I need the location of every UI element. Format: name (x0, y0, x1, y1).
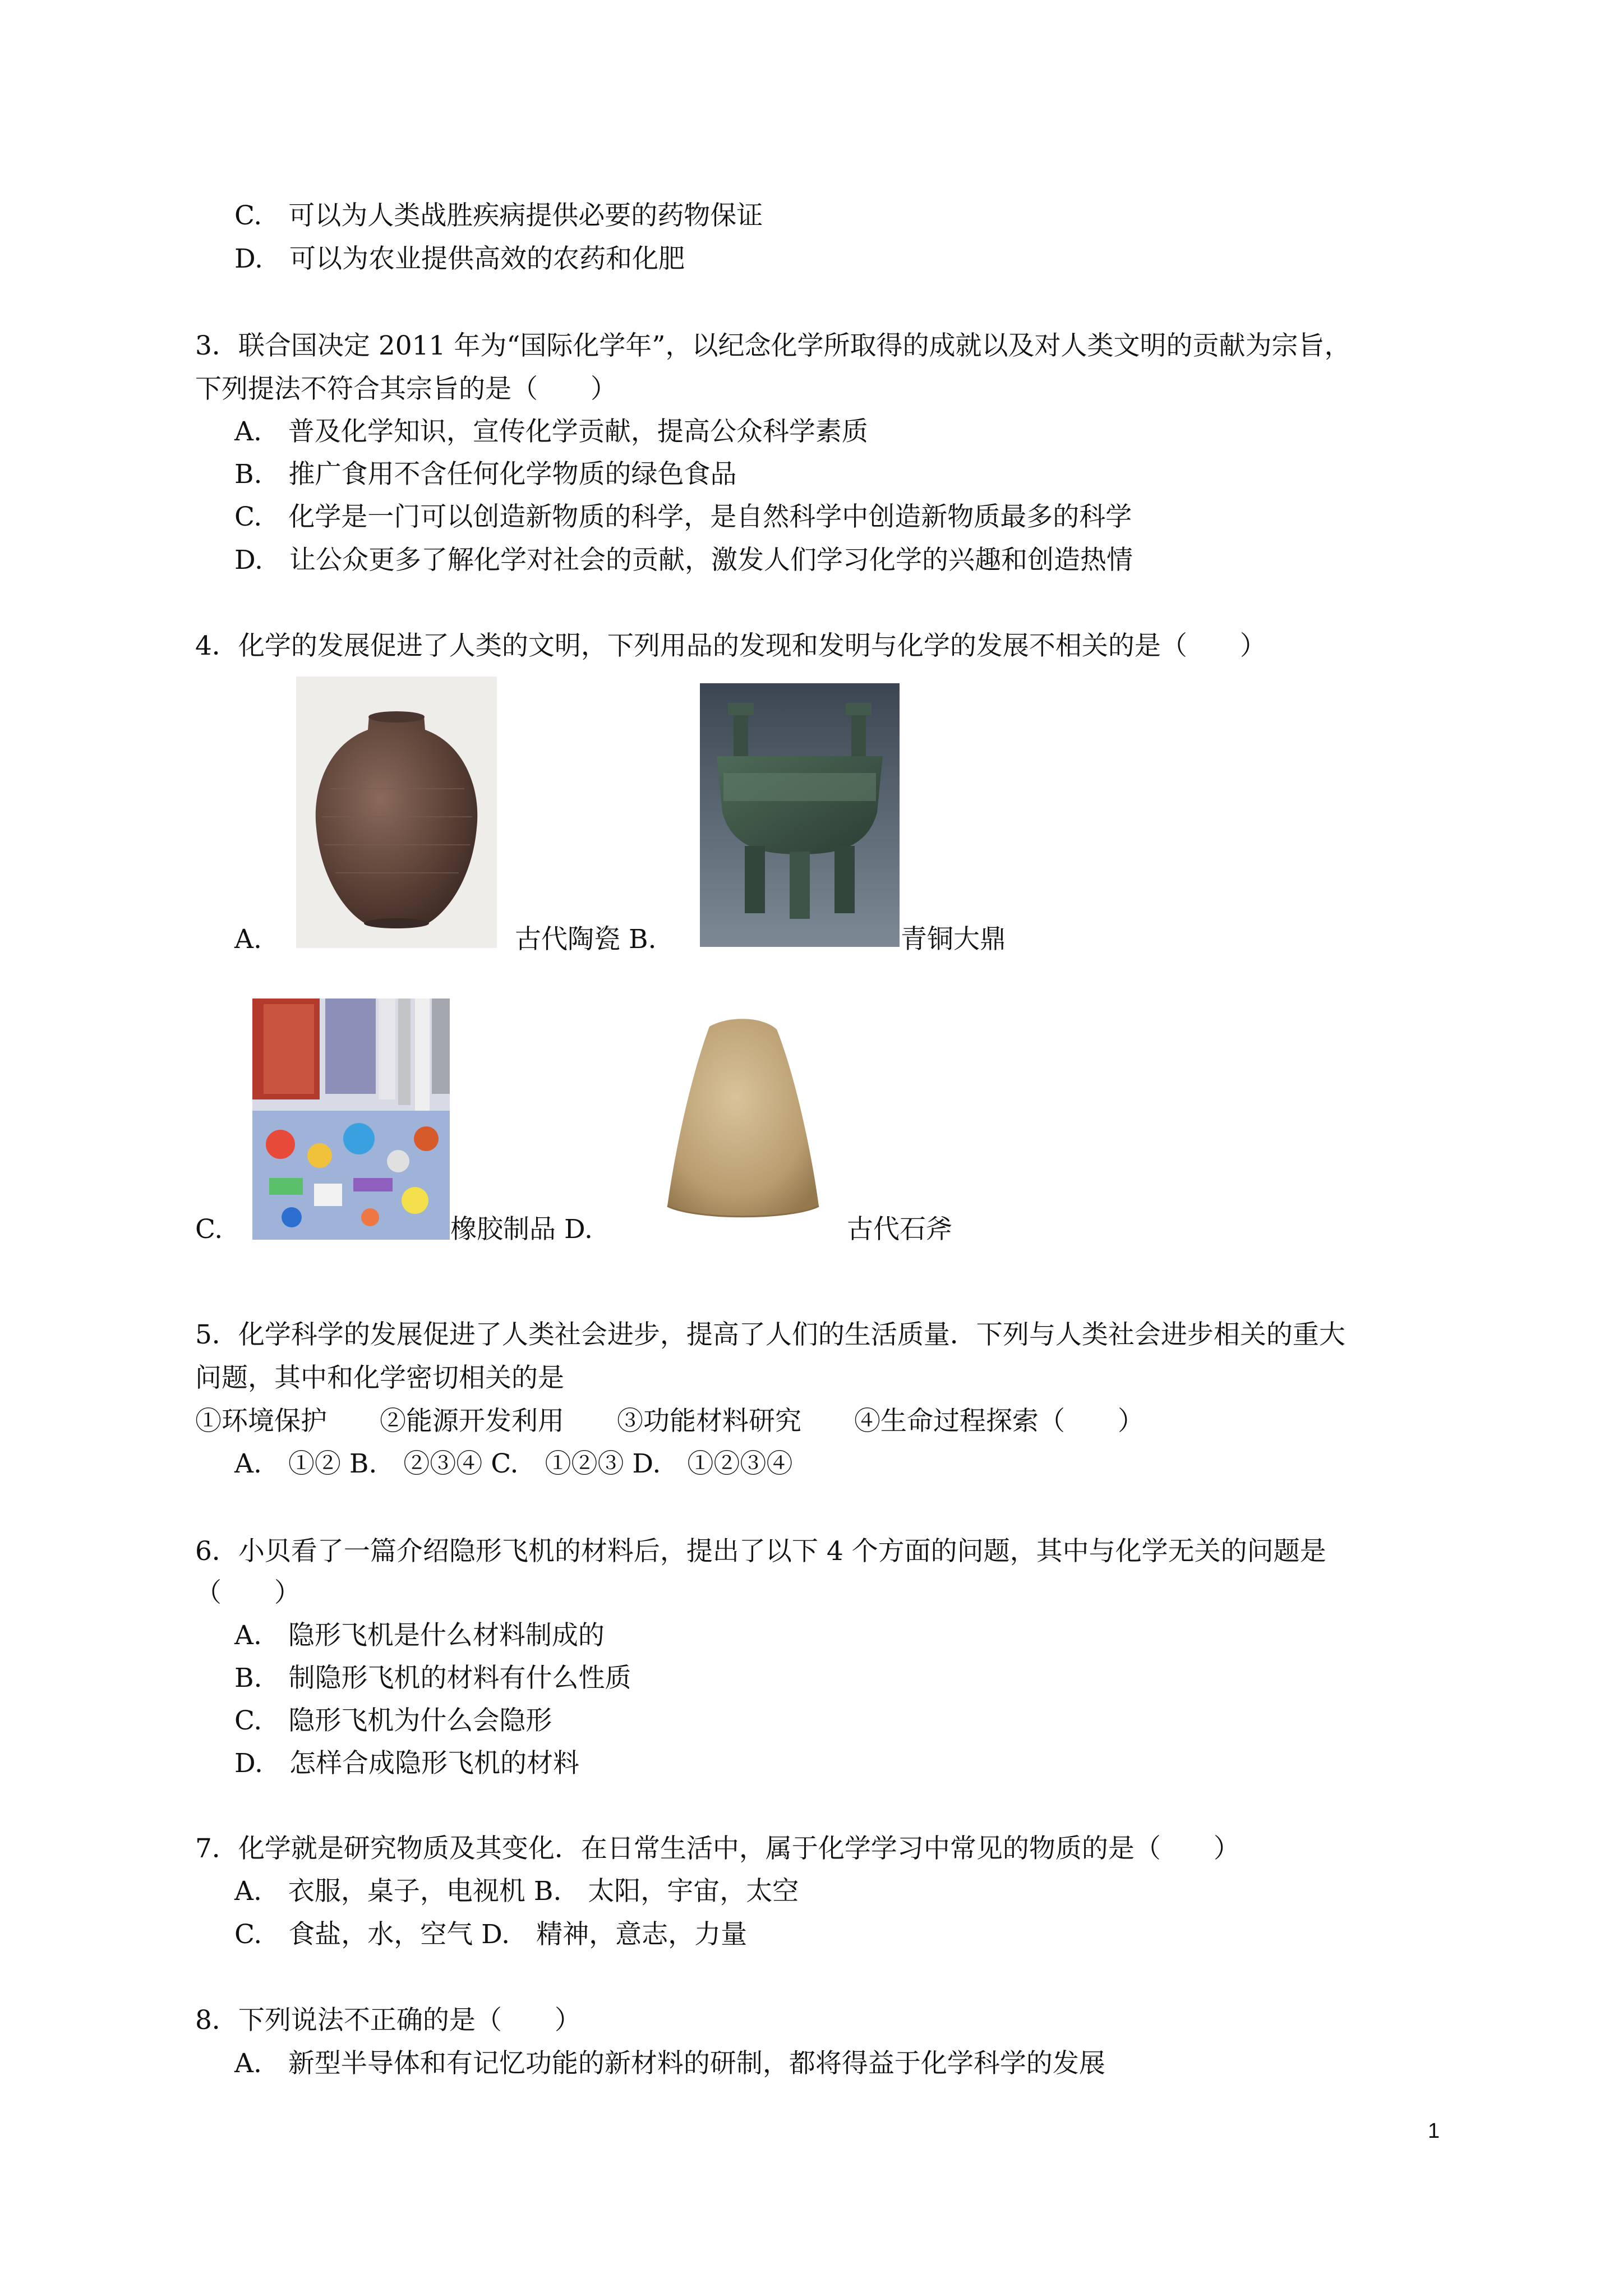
q4-option-a-label: A. (234, 924, 262, 955)
q6-stem-line1: 6．小贝看了一篇介绍隐形飞机的材料后，提出了以下 4 个方面的问题，其中与化学无关的问题是 (195, 1536, 1326, 1567)
rubber-products-image (252, 999, 450, 1240)
q6-option-c: C. 隐形飞机为什么会隐形 (234, 1705, 552, 1736)
q8-stem: 8．下列说法不正确的是（ ） (195, 2005, 581, 2036)
ancient-pottery-image (296, 677, 497, 948)
q4-option-d-caption: 古代石斧 (847, 1214, 952, 1245)
q4-option-a-caption: 古代陶瓷 B. (515, 924, 657, 955)
q3-option-a: A. 普及化学知识，宣传化学贡献，提高公众科学素质 (234, 416, 868, 447)
q3-stem-line1: 3．联合国决定 2011 年为“国际化学年”，以纪念化学所取得的成就以及对人类文明的贡献为宗旨， (195, 330, 1351, 361)
q6-option-b: B. 制隐形飞机的材料有什么性质 (234, 1663, 631, 1694)
q5-stem-line2: 问题，其中和化学密切相关的是 (195, 1363, 564, 1393)
q6-stem-line2: （ ） (195, 1577, 301, 1608)
q7-options-cd: C. 食盐，水，空气 D. 精神，意志，力量 (234, 1919, 748, 1950)
q5-options: A. ①② B. ②③④ C. ①②③ D. ①②③④ (234, 1448, 793, 1479)
q2-option-c: C. 可以为人类战胜疾病提供必要的药物保证 (234, 200, 763, 231)
q4-option-b-caption: 青铜大鼎 (901, 924, 1006, 955)
q6-option-d: D. 怎样合成隐形飞机的材料 (234, 1748, 579, 1779)
q8-option-a: A. 新型半导体和有记忆功能的新材料的研制，都将得益于化学科学的发展 (234, 2048, 1105, 2079)
q2-option-d: D. 可以为农业提供高效的农药和化肥 (234, 243, 685, 274)
page-number: 1 (1428, 2119, 1440, 2143)
q3-stem-line2: 下列提法不符合其宗旨的是（ ） (195, 374, 617, 404)
q5-items: ①环境保护 ②能源开发利用 ③功能材料研究 ④生命过程探索（ ） (195, 1406, 1144, 1437)
q7-stem: 7．化学就是研究物质及其变化．在日常生活中，属于化学学习中常见的物质的是（ ） (195, 1833, 1240, 1864)
q3-option-d: D. 让公众更多了解化学对社会的贡献，激发人们学习化学的兴趣和创造热情 (234, 545, 1133, 576)
bronze-ding-image (700, 683, 900, 947)
q6-option-a: A. 隐形飞机是什么材料制成的 (234, 1620, 605, 1651)
stone-axe-image (651, 1004, 836, 1240)
q4-stem: 4．化学的发展促进了人类的文明，下列用品的发现和发明与化学的发展不相关的是（ ） (195, 631, 1266, 661)
q5-stem-line1: 5．化学科学的发展促进了人类社会进步，提高了人们的生活质量．下列与人类社会进步相关的重大 (195, 1319, 1345, 1350)
q4-option-c-caption: 橡胶制品 D. (450, 1214, 593, 1245)
q4-option-c-label: C. (195, 1214, 223, 1245)
q3-option-c: C. 化学是一门可以创造新物质的科学，是自然科学中创造新物质最多的科学 (234, 501, 1132, 532)
q7-options-ab: A. 衣服，桌子，电视机 B. 太阳，宇宙，太空 (234, 1876, 799, 1907)
q3-option-b: B. 推广食用不含任何化学物质的绿色食品 (234, 459, 737, 490)
